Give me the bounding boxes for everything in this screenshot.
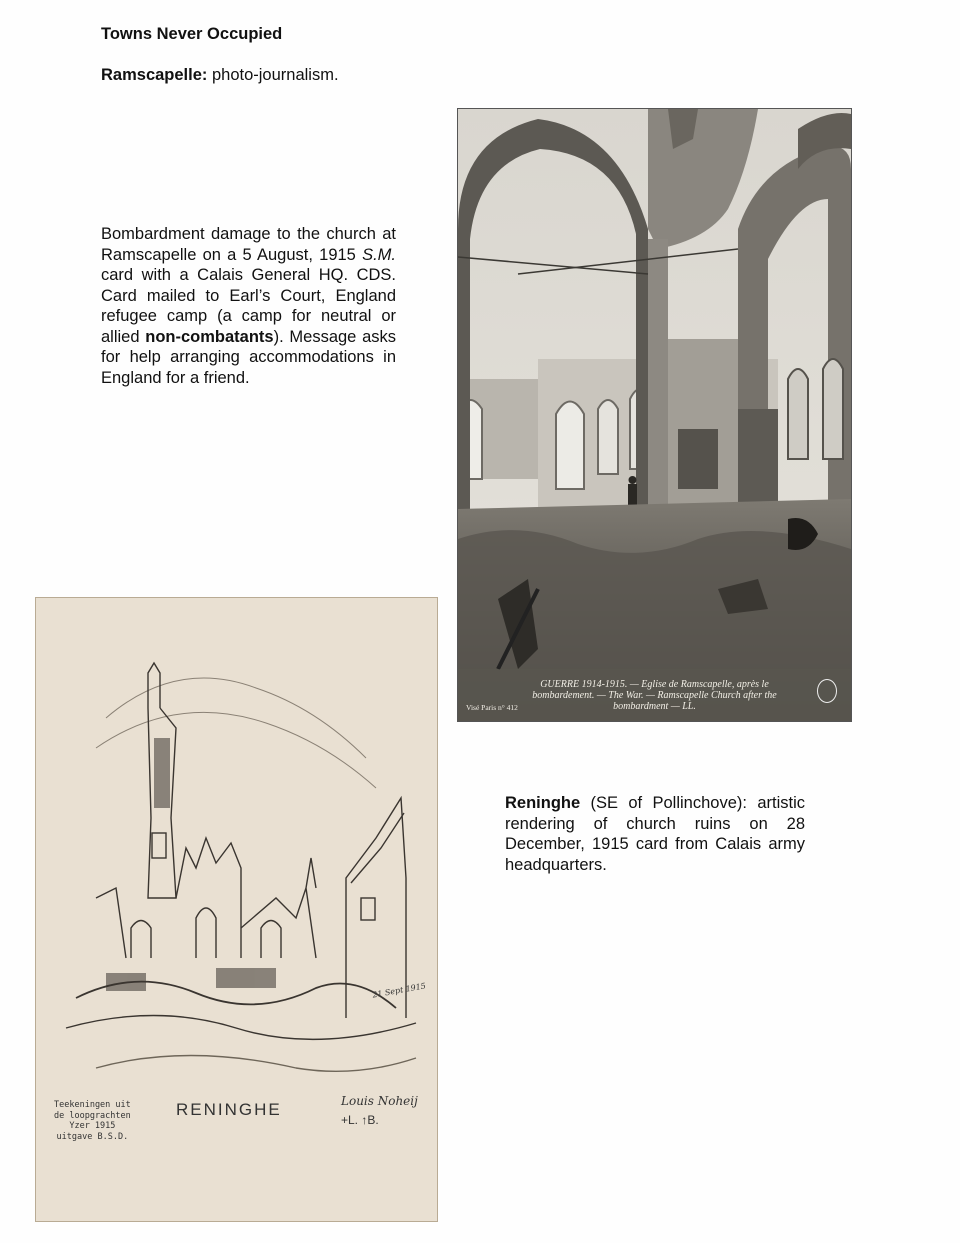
reninghe-text: (SE of Pollinchove): artistic rendering of church ruins on 28 December, 1915 card from Calais army headquarters. bbox=[505, 794, 805, 874]
page-title: Towns Never Occupied bbox=[101, 25, 283, 43]
credit-line-2: de loopgrachten bbox=[54, 1110, 131, 1121]
church-ruins-photo bbox=[458, 109, 851, 721]
subtitle-text: photo-journalism. bbox=[211, 66, 339, 84]
vise-mark: Visé Paris n° 412 bbox=[466, 703, 518, 712]
caption-line-3: bombardment — LL. bbox=[613, 701, 696, 712]
section-subtitle bbox=[101, 66, 339, 85]
desc-text-1: Bombardment damage to the church at Ramscapelle on a 5 August, 1915 bbox=[101, 225, 396, 264]
caption-line-2: bombardement. — The War. — Ramscapelle Church after the bbox=[532, 690, 777, 701]
photo-caption bbox=[458, 673, 851, 721]
publisher-mark: +L. ↑B. bbox=[341, 1113, 379, 1127]
reninghe-description bbox=[505, 793, 805, 875]
ramscapelle-description bbox=[101, 224, 396, 388]
artist-signature: Louis Noheij bbox=[341, 1094, 418, 1108]
sketch-title: RENINGHE bbox=[176, 1100, 282, 1119]
reninghe-postcard bbox=[35, 597, 438, 1222]
credit-line-4: uitgave B.S.D. bbox=[56, 1131, 129, 1142]
subtitle-place: Ramscapelle: bbox=[101, 66, 208, 84]
caption-line-1: GUERRE 1914-1915. — Eglise de Ramscapelle, après le bbox=[540, 679, 769, 690]
desc-text-3: ). Message asks for help arranging accommodations in England for a friend. bbox=[101, 327, 396, 387]
sketch-credit bbox=[54, 1100, 131, 1142]
desc-bold: non-combatants bbox=[145, 327, 274, 346]
publisher-seal-icon bbox=[817, 679, 837, 703]
sketch-date-mark: 21 Sept 1915 bbox=[371, 981, 427, 1000]
ramscapelle-postcard bbox=[457, 108, 852, 722]
credit-line-3: Yzer 1915 bbox=[69, 1121, 116, 1131]
desc-sm: S.M. bbox=[362, 245, 396, 264]
desc-text-2: card with a Calais General HQ. CDS. Card mailed to Earl’s Court, England refugee camp (a camp for neutral or allied bbox=[101, 266, 396, 346]
reninghe-place: Reninghe bbox=[505, 794, 581, 812]
credit-line-1: Teekeningen uit bbox=[54, 1100, 131, 1110]
